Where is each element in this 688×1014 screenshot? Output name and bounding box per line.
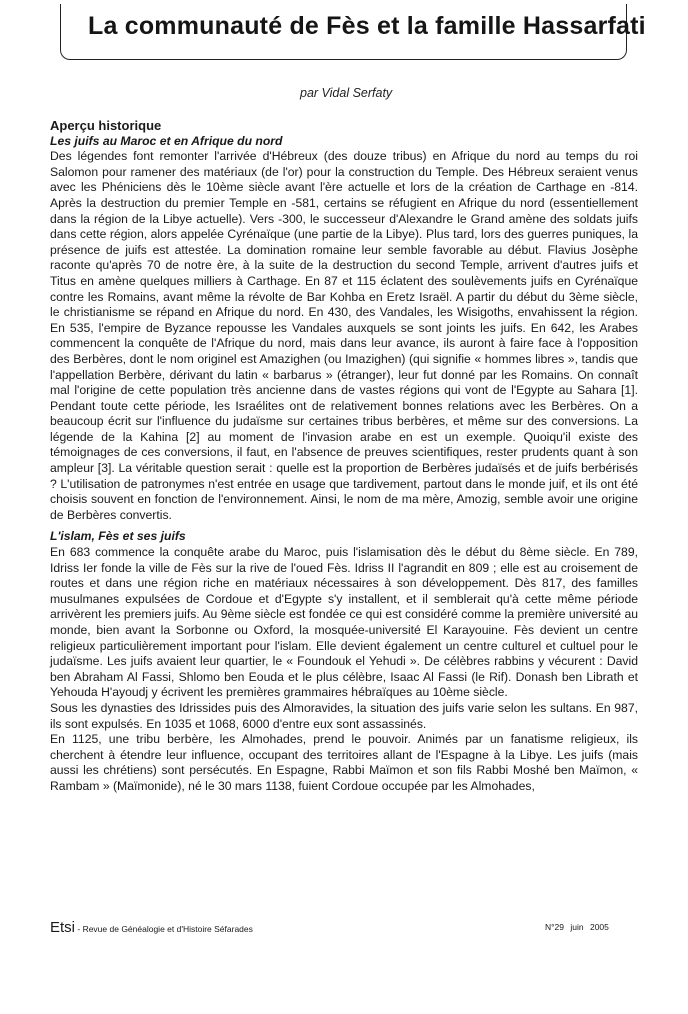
issue-number: N°29 bbox=[545, 922, 564, 932]
footer-issue bbox=[545, 922, 609, 932]
page-title: La communauté de Fès et la famille Hassarfati bbox=[88, 12, 646, 40]
journal-brand: Etsi bbox=[50, 919, 76, 936]
paragraph-2: En 683 commence la conquête arabe du Maroc, puis l'islamisation dès le début du 8ème siècle. En 789, Idriss Ier fonde la ville de Fès sur la rive de l'oued Fès. Idriss II l'agrandit en 809 ; elle est au croisement de routes et dans une région riche en matériaux nécessaires à son développement. Dès 817, des familles musulmanes expulsées de Cordoue et d'Egypte s'y installent, et il semblerait qu'à cette même période arrivèrent les premiers juifs. Au 9ème siècle est fondée ce qui est considéré comme la première université au monde, bien avant la Sorbonne ou Oxford, la mosquée-université El Karayouine. Fès devient un centre religieux particulièrement important pour l'islam. Elle devient également un centre culturel et cultuel pour le judaïsme. Les juifs avaient leur quartier, le « Foundouk el Yehudi ». De célèbres rabbins y vécurent : David ben Abraham Al Fassi, Shlomo ben Eouda et le plus célèbre, Isaac Al Fassi (le Rif). Donash ben Librath et Yehouda H'ayoudj y écrivent les premières grammaires hébraïques au 10ème siècle. bbox=[50, 545, 638, 700]
paragraph-4: En 1125, une tribu berbère, les Almohades, prend le pouvoir. Animés par un fanatisme religieux, ils cherchent à étendre leur influence, occupant des territoires allant de l'Espagne à la Libye. Les juifs (mais aussi les chrétiens) sont persécutés. En Espagne, Rabbi Maïmon et son fils Rabbi Moshé ben Maïmon, « Rambam » (Maïmonide), né le 30 mars 1138, fuient Cordoue occupée par les Almohades, bbox=[50, 732, 638, 793]
journal-name: - Revue de Généalogie et d'Histoire Séfarades bbox=[75, 924, 253, 934]
subheading-jews-north-africa: Les juifs au Maroc et en Afrique du nord bbox=[50, 133, 283, 148]
article-body bbox=[50, 118, 638, 795]
subheading-islam-fes: L'islam, Fès et ses juifs bbox=[50, 529, 186, 544]
footer-journal bbox=[50, 919, 253, 936]
issue-date: juin 2005 bbox=[570, 922, 609, 932]
author-byline: par Vidal Serfaty bbox=[300, 86, 393, 100]
paragraph-3: Sous les dynasties des Idrissides puis des Almoravides, la situation des juifs varie selon les sultans. En 987, ils sont expulsés. En 1035 et 1068, 6000 d'entre eux sont assassinés. bbox=[50, 700, 638, 731]
section-heading: Aperçu historique bbox=[50, 118, 162, 133]
paragraph-1: Des légendes font remonter l'arrivée d'Hébreux (des douze tribus) en Afrique du nord au temps du roi Salomon pour ramener des matériaux (de l'or) pour la construction du Temple. Des Hébreux seraient venus avec les Phéniciens dès le 10ème siècle avant l'ère actuelle et lors de la création de Carthage en -814. Après la destruction du premier Temple en -581, certains se réfugient en Afrique du nord (essentiellement dans la région de la Libye actuelle). Vers -300, le successeur d'Alexandre le Grand amène des soldats juifs dans cette région, alors appelée Cyrénaïque (une partie de la Libye). Plus tard, lors des guerres puniques, la présence de juifs est attestée. La domination romaine leur semble favorable au début. Flavius Josèphe raconte qu'après 70 de notre ère, à la suite de la destruction du second Temple, arrivent d'autres juifs et Titus en amène quelques milliers à Carthage. En 87 et 115 éclatent des soulèvements juifs en Cyrénaïque contre les Romains, avant même la révolte de Bar Kohba en Eretz Israël. A partir du début du 3ème siècle, le christianisme se répand en Afrique du nord. En 430, des Vandales, les Wisigoths, envahissent la région. En 535, l'empire de Byzance repousse les Vandales auxquels se sont joints les juifs. En 642, les Arabes commencent la conquête de l'Afrique du nord, mais dans leur avance, ils auront à faire face à l'opposition des Berbères, dont le nom originel est Amazighen (ou Imazighen) (qui signifie « hommes libres », tandis que l'appellation Berbère, dérivant du latin « barbarus » (étranger), leur fut donné par les Romains. On connaît mal l'origine de cette population très ancienne dans de vastes régions qui vont de l'Egypte au Sahara [1]. Pendant toute cette période, les Israélites ont de relativement bonnes relations avec les Berbères. On a beaucoup écrit sur l'influence du judaïsme sur certaines tribus berbères, et même sur des conversions. La légende de la Kahina [2] au moment de l'invasion arabe en est un exemple. Quoiqu'il existe des témoignages de ces conversions, il faut, en l'absence de preuves scientifiques, rester prudents quant à son ampleur [3]. La véritable question serait : quelle est la proportion de Berbères judaïsés et de juifs berbérisés ? L'utilisation de patronymes n'est entrée en usage que tardivement, partout dans le monde juif, et ils ont été choisis souvent en fonction de l'environnement. Ainsi, le nom de ma mère, Amozig, semble avoir une origine de Berbères convertis. bbox=[50, 149, 638, 522]
